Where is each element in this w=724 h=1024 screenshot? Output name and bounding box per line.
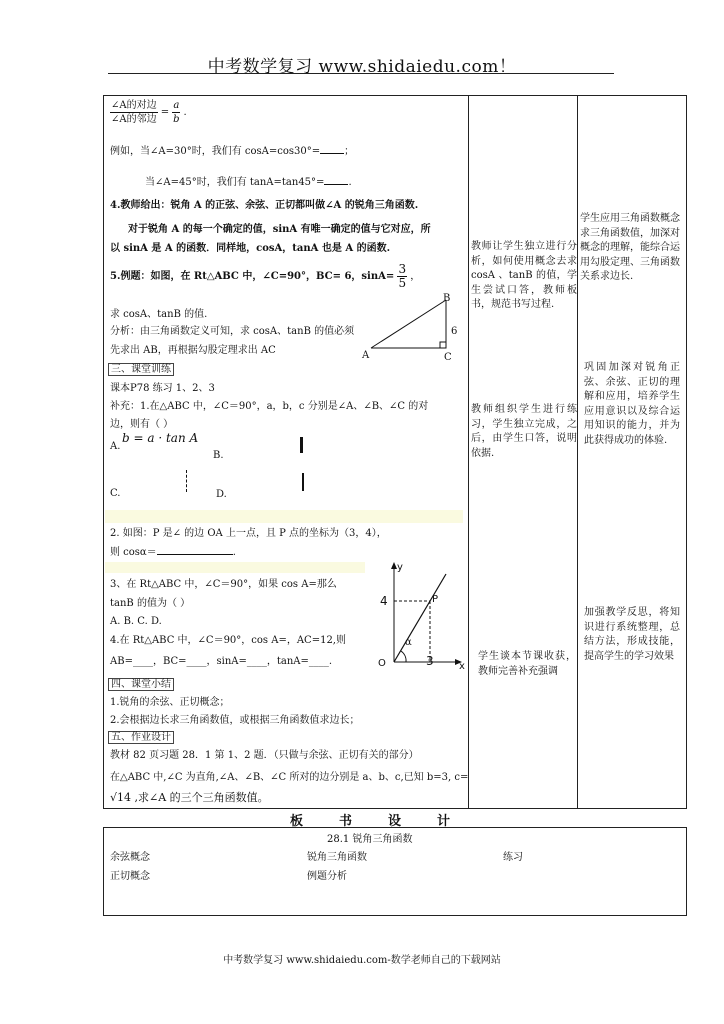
graph-label-p: P bbox=[432, 594, 439, 605]
summary-2: 2.会根据边长求三角函数值，或根据三角函数值求边长； bbox=[110, 715, 360, 726]
example-problem: 5.例题：如图，在 Rt△ABC 中，∠C=90°，BC= 6，sinA= $\frac{3}{5}$ ， bbox=[110, 262, 421, 290]
highlight-band-1 bbox=[105, 510, 463, 523]
analysis-line-1: 分析：由三角函数定义可知，求 cosA、tanB 的值必须 bbox=[110, 326, 355, 337]
board-tangent-concept: 正切概念 bbox=[110, 871, 150, 882]
example-question: 求 cosA、tanB 的值. bbox=[110, 309, 208, 320]
teacher-activity-1: 教师让学生独立进行分析，如何使用概念去求 cosA 、tanB 的值，学生尝试口答，教师板书，规范书写过程. bbox=[471, 241, 577, 310]
teacher-activity-2: 教师组织学生进行练习，学生独立完成，之后，由学生口答，说明依据. bbox=[471, 404, 577, 459]
option-b: B. bbox=[213, 450, 224, 461]
practice-text: 课本P78 练习 1、2、3 bbox=[110, 383, 215, 394]
question-3b: tanB 的值为（ ） bbox=[110, 598, 191, 609]
question-2b: 则 cosα＝ . bbox=[110, 547, 236, 558]
question-2a: 2. 如图：P 是∠ 的边 OA 上一点，且 P 点的坐标为（3，4）， bbox=[110, 528, 387, 539]
option-d-formula-mark bbox=[302, 473, 304, 491]
graph-label-alpha: α bbox=[405, 637, 412, 648]
option-c-formula-mark bbox=[186, 470, 188, 492]
option-b-formula-mark bbox=[300, 437, 303, 453]
triangle-label-c: C bbox=[444, 352, 452, 363]
option-d: D. bbox=[216, 489, 227, 500]
highlight-band-2 bbox=[105, 562, 365, 573]
graph-label-y: y bbox=[397, 562, 403, 573]
triangle-label-a: A bbox=[362, 350, 370, 361]
example-tan45: 当∠A=45°时，我们有 tanA=tan45°= . bbox=[145, 177, 352, 188]
question-3a: 3、在 Rt△ABC 中，∠C＝90°，如果 cos A=那么 bbox=[110, 579, 337, 590]
option-c: C. bbox=[110, 488, 121, 499]
homework-3: √14 ,求∠A 的三个三角函数值。 bbox=[110, 791, 269, 804]
section-5-heading: 五、作业设计 bbox=[108, 731, 174, 744]
graph-label-o: O bbox=[378, 658, 386, 669]
option-a-formula: b = a · tan A bbox=[122, 431, 199, 445]
design-intent-1: 学生应用三角函数概念求三角函数值，加深对概念的理解，能综合运用勾股定理、三角函数关系求边长. bbox=[580, 213, 680, 282]
question-4b: AB=____，BC=____，sinA=____，tanA=____. bbox=[110, 656, 333, 667]
board-practice: 练习 bbox=[503, 852, 523, 863]
board-design-title: 板书设计 bbox=[290, 814, 487, 829]
question-3c: A. B. C. D. bbox=[110, 616, 162, 627]
board-example-analysis: 例题分析 bbox=[307, 871, 347, 882]
fraction-definition: $\frac{\text{∠A的对边}}{\text{∠A的邻边}}$ = $\frac{a}{b}$ . bbox=[111, 100, 187, 125]
design-intent-2: 巩固加深对锐角正弦、余弦、正切的理解和应用，培养学生应用意识以及综合运用知识的能力，并为此获得成功的体验. bbox=[584, 362, 680, 446]
triangle-label-side: 6 bbox=[451, 326, 458, 337]
board-cosine-concept: 余弦概念 bbox=[110, 852, 150, 863]
col-divider-2 bbox=[577, 95, 578, 808]
graph-ray-oa bbox=[394, 574, 446, 662]
option-a: A. bbox=[110, 441, 121, 452]
function-explanation-2: 以 sinA 是 A 的函数．同样地，cosA，tanA 也是 A 的函数. bbox=[110, 243, 391, 254]
function-explanation-1: 对于锐角 A 的每一个确定的值，sinA 有唯一确定的值与它对应，所 bbox=[128, 224, 431, 235]
homework-2: 在△ABC 中,∠C 为直角,∠A、∠B、∠C 所对的边分别是 a、b、c,已知 b=3, c= bbox=[110, 772, 469, 783]
teacher-definition: 4.教师给出：锐角 A 的正弦、余弦、正切都叫做∠A 的锐角三角函数. bbox=[110, 200, 419, 211]
section-4-heading: 四、课堂小结 bbox=[108, 678, 174, 691]
right-angle-mark bbox=[440, 342, 446, 348]
analysis-line-2: 先求出 AB，再根据勾股定理求出 AC bbox=[110, 345, 276, 356]
coordinate-graph bbox=[370, 560, 465, 670]
graph-angle-arc bbox=[401, 651, 406, 662]
triangle-hypotenuse bbox=[371, 300, 446, 348]
summary-1: 1.锐角的余弦、正切概念； bbox=[110, 697, 230, 708]
design-intent-3: 加强教学反思，将知识进行系统整理，总结方法，形成技能，提高学生的学习效果 bbox=[584, 607, 680, 662]
teacher-activity-3: 学生谈本节课收获，教师完善补充强调 bbox=[478, 651, 576, 677]
graph-label-x: x bbox=[459, 661, 465, 672]
supplement-1b: 边，则有（ ） bbox=[110, 419, 174, 430]
col-divider-1 bbox=[468, 95, 469, 808]
graph-label-four: 4 bbox=[380, 594, 388, 608]
board-acute-functions: 锐角三角函数 bbox=[307, 852, 367, 863]
example-cos30: 例如，当∠A=30°时，我们有 cosA=cos30°= ； bbox=[110, 146, 355, 157]
page-footer: 中考数学复习 www.shidaiedu.com-数学老师自己的下载网站 bbox=[223, 955, 501, 966]
question-4a: 4.在 Rt△ABC 中，∠C＝90°，cos A=，AC=12,则 bbox=[110, 635, 346, 646]
header-rule bbox=[108, 73, 614, 74]
graph-label-three: 3 bbox=[426, 654, 434, 668]
homework-1: 教材 82 页习题 28．1 第 1、2 题．（只做与余弦、正切有关的部分） bbox=[110, 750, 419, 761]
page-header-title: 中考数学复习 www.shidaiedu.com！ bbox=[207, 57, 517, 77]
triangle-label-b: B bbox=[443, 293, 451, 304]
section-3-heading: 三、课堂训练 bbox=[108, 363, 174, 376]
board-center-title: 28.1 锐角三角函数 bbox=[327, 834, 413, 845]
supplement-1: 补充：1.在△ABC 中，∠C＝90°，a，b，c 分别是∠A、∠B、∠C 的对 bbox=[110, 401, 429, 412]
